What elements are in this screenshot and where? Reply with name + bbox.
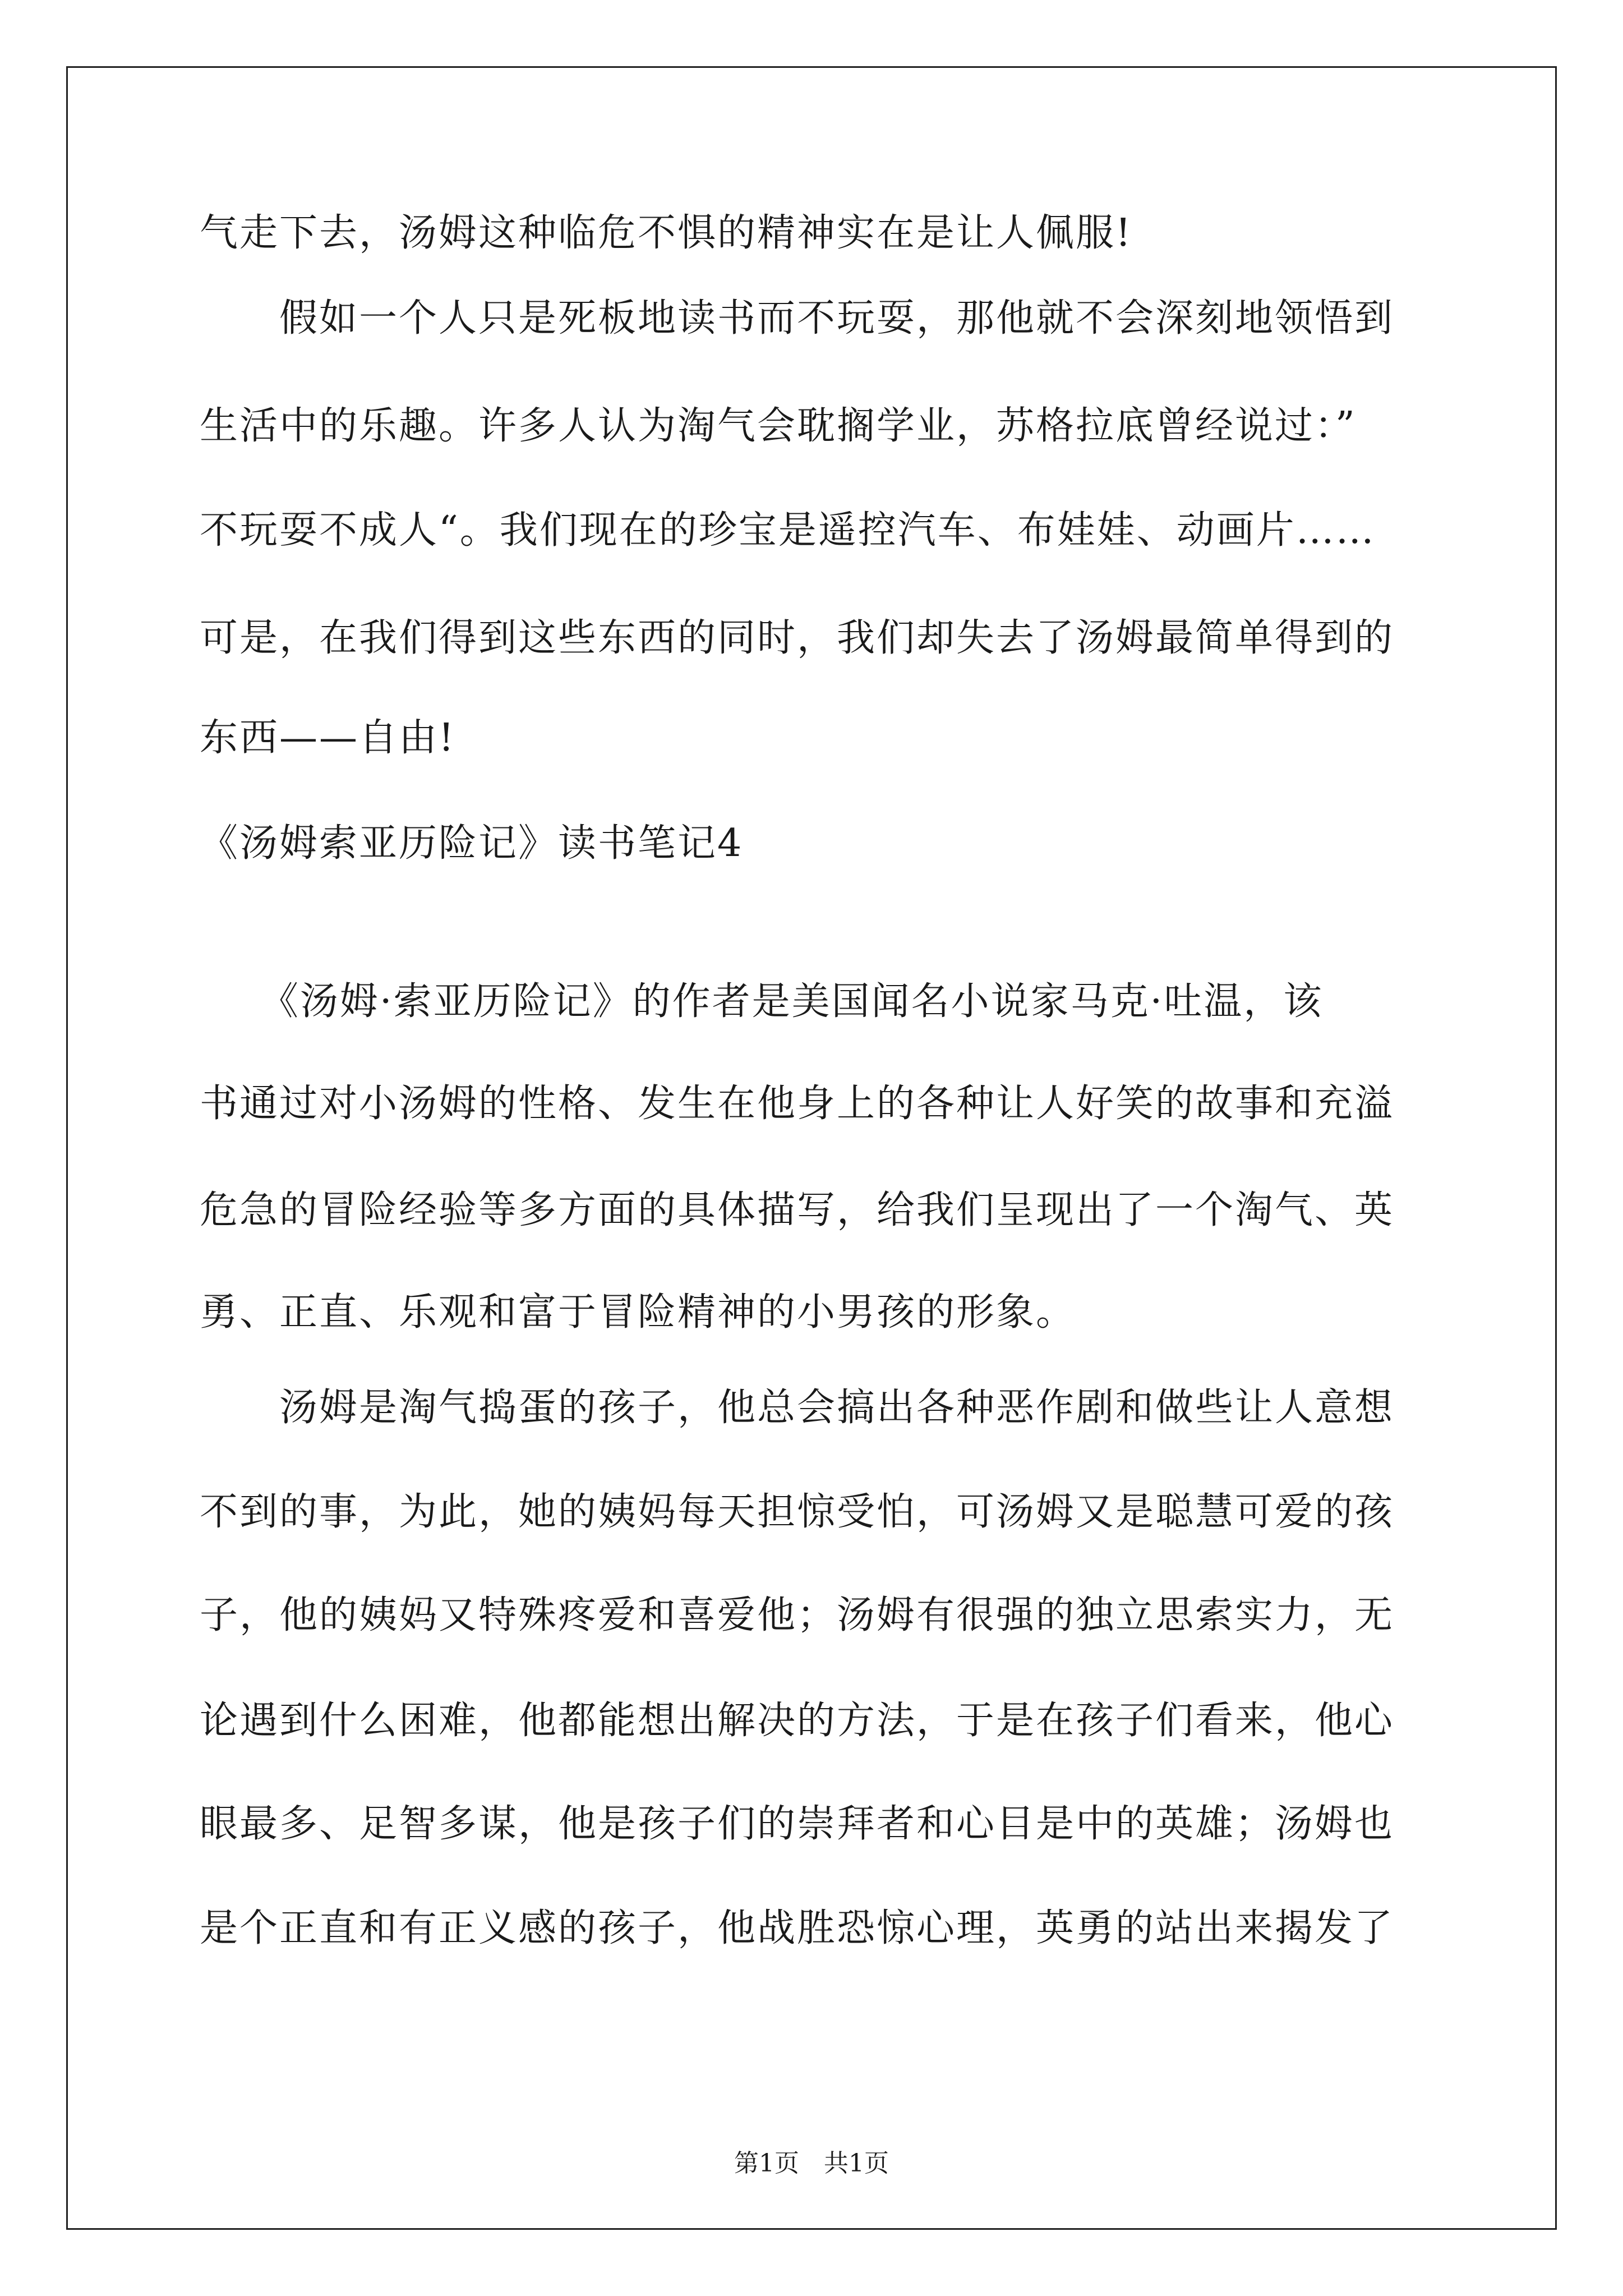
text-line: 不玩耍不成人“。我们现在的珍宝是遥控汽车、布娃娃、动画片……	[200, 508, 1376, 553]
text-line: 东西——自由!	[200, 716, 456, 760]
text-line: 是个正直和有正义感的孩子，他战胜恐惊心理，英勇的站出来揭发了	[200, 1906, 1395, 1950]
text-line: 汤姆是淘气捣蛋的孩子，他总会搞出各种恶作剧和做些让人意想	[200, 1386, 1395, 1430]
text-line: 眼最多、足智多谋，他是孩子们的崇拜者和心目是中的英雄；汤姆也	[200, 1802, 1395, 1846]
text-line: 论遇到什么困难，他都能想出解决的方法，于是在孩子们看来，他心	[200, 1699, 1395, 1743]
text-line: 子，他的姨妈又特殊疼爱和喜爱他；汤姆有很强的独立思索实力，无	[200, 1593, 1395, 1637]
text-line: 气走下去，汤姆这种临危不惧的精神实在是让人佩服!	[200, 211, 1133, 255]
page-border	[66, 66, 1557, 2230]
text-line: 危急的冒险经验等多方面的具体描写，给我们呈现出了一个淘气、英	[200, 1188, 1395, 1232]
text-line: 不到的事，为此，她的姨妈每天担惊受怕，可汤姆又是聪慧可爱的孩	[200, 1490, 1395, 1534]
text-line: 生活中的乐趣。许多人认为淘气会耽搁学业，苏格拉底曾经说过：”	[200, 404, 1357, 448]
text-line: 假如一个人只是死板地读书而不玩耍，那他就不会深刻地领悟到	[200, 296, 1395, 341]
section-heading: 《汤姆索亚历险记》读书笔记4	[200, 821, 744, 866]
text-line: 可是，在我们得到这些东西的同时，我们却失去了汤姆最简单得到的	[200, 616, 1395, 660]
text-line: 勇、正直、乐观和富于冒险精神的小男孩的形象。	[200, 1290, 1076, 1335]
text-line: 书通过对小汤姆的性格、发生在他身上的各种让人好笑的故事和充溢	[200, 1082, 1395, 1126]
text-line: 《汤姆·索亚历险记》的作者是美国闻名小说家马克·吐温，该	[200, 979, 1324, 1024]
page-number: 第1页 共1页	[734, 2149, 889, 2178]
